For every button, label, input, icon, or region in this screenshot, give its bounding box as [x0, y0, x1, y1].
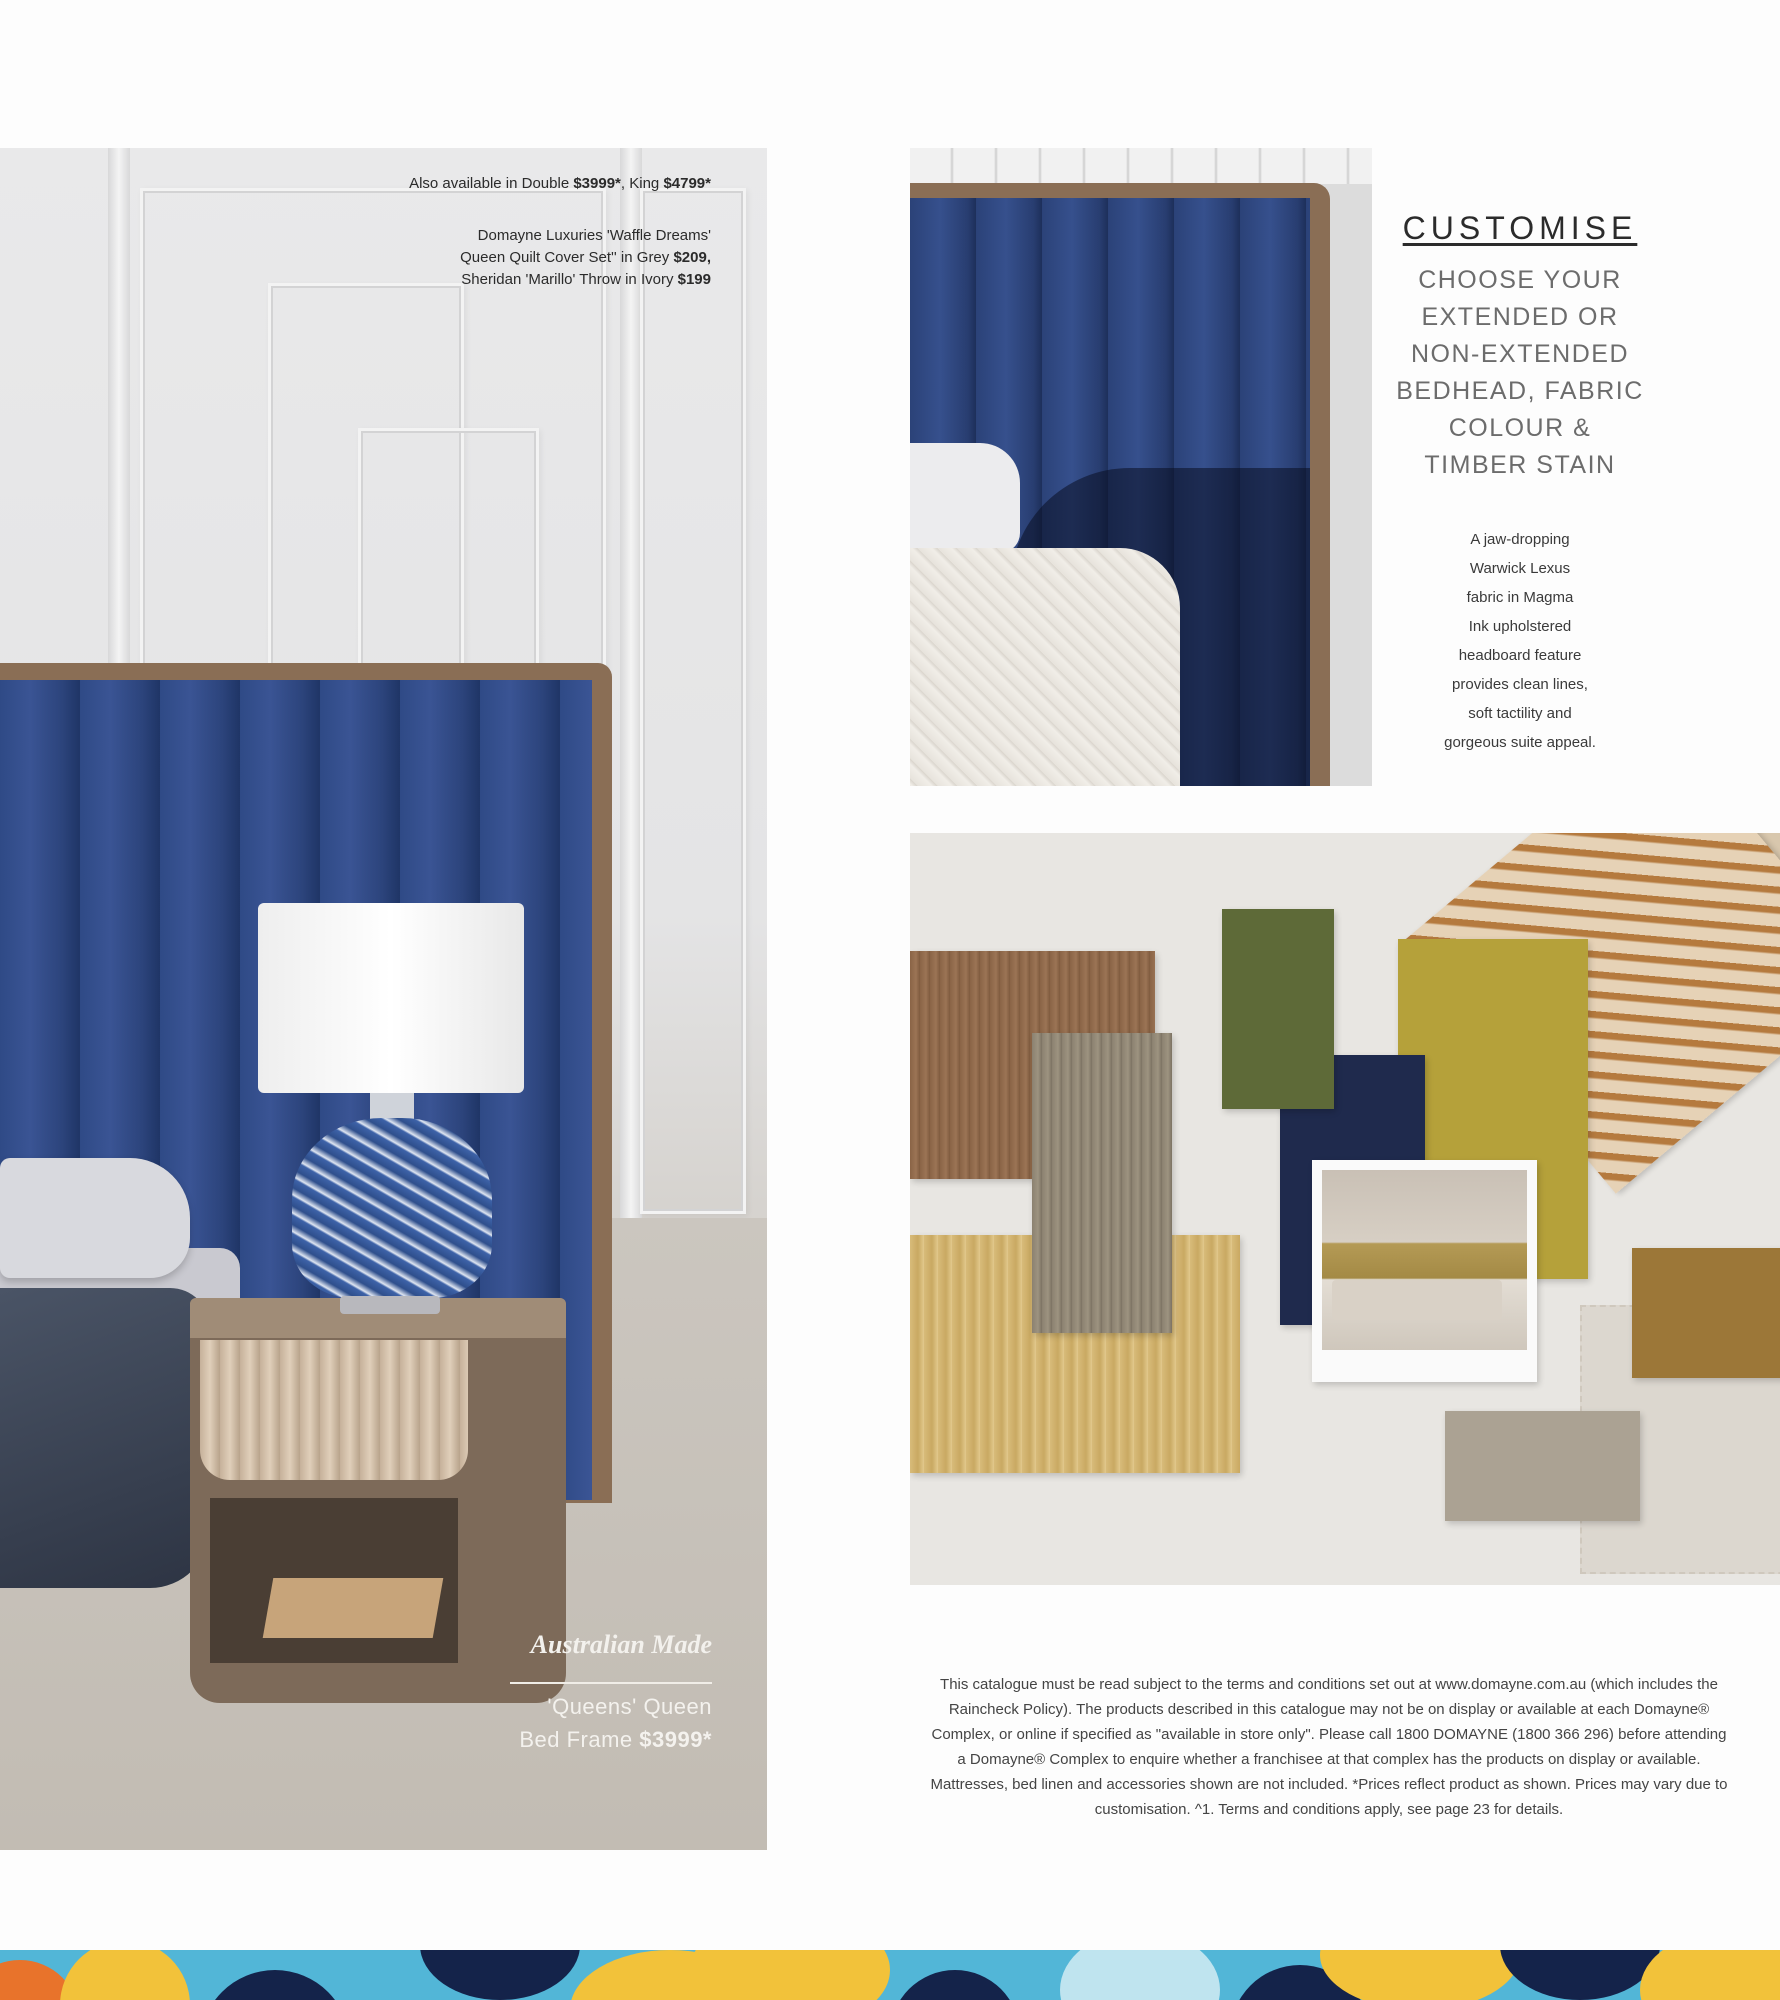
pattern-shape	[690, 1950, 890, 2000]
description-line: gorgeous suite appeal.	[1444, 734, 1596, 751]
subheading-line: EXTENDED OR	[1421, 303, 1619, 331]
pattern-shape	[1640, 1950, 1780, 2000]
description-line: provides clean lines,	[1452, 676, 1588, 693]
accessory-text: Sheridan 'Marillo' Throw in Ivory	[461, 271, 678, 288]
pillow	[0, 1158, 190, 1278]
description-line: fabric in Magma	[1466, 589, 1574, 606]
pattern-shape	[1500, 1950, 1660, 2000]
pattern-shape	[1320, 1950, 1520, 2000]
description-line: A jaw-dropping	[1470, 531, 1570, 548]
accessory-line	[460, 247, 711, 269]
wall-pilaster	[620, 148, 642, 1298]
subheading-line: BEDHEAD, FABRIC	[1396, 377, 1644, 405]
pattern-shape	[1060, 1950, 1220, 2000]
king-price: $4799*	[663, 175, 711, 192]
open-book	[263, 1578, 444, 1638]
fluted-drawer	[200, 1340, 468, 1480]
subheading-line: NON-EXTENDED	[1410, 340, 1629, 368]
quilt-price: $209,	[673, 249, 711, 266]
accessory-line	[460, 269, 711, 291]
product-price-line	[470, 1723, 712, 1756]
pillow	[910, 443, 1020, 553]
description-line: Warwick Lexus	[1469, 560, 1571, 577]
product-type: Bed Frame	[519, 1727, 640, 1752]
hero-bedroom-photo	[0, 148, 767, 1850]
fabric-timber-swatches-photo	[910, 833, 1780, 1585]
pattern-shape	[60, 1950, 190, 2000]
description-line: Ink upholstered	[1468, 618, 1572, 635]
availability-text: Also available in Double	[409, 175, 574, 192]
customise-description	[1410, 525, 1630, 757]
accessory-line: Domayne Luxuries 'Waffle Dreams'	[477, 227, 711, 244]
subheading-line: COLOUR &	[1448, 414, 1592, 442]
bedroom-polaroid	[1312, 1160, 1537, 1382]
subheading-line: TIMBER STAIN	[1424, 451, 1616, 479]
throw-blanket	[0, 1288, 210, 1588]
description-line: soft tactility and	[1468, 705, 1572, 722]
australian-made-label: Australian Made	[530, 1630, 712, 1659]
product-caption	[470, 1690, 712, 1756]
lamp-shade	[258, 903, 524, 1093]
divider	[510, 1682, 712, 1684]
stone-fabric-swatch	[1445, 1411, 1640, 1521]
pattern-shape	[200, 1970, 350, 2000]
polaroid-image	[1322, 1170, 1527, 1350]
wall-panelling	[910, 148, 1372, 184]
customise-subheading	[1380, 262, 1660, 484]
lamp-foot	[340, 1296, 440, 1314]
olive-fabric-swatch	[1222, 909, 1334, 1109]
pattern-shape	[890, 1970, 1020, 2000]
knit-quilt	[910, 548, 1180, 786]
grey-timber-sample	[1032, 1033, 1172, 1333]
tan-fabric-swatch	[1632, 1248, 1780, 1378]
availability-text: , King	[620, 175, 664, 192]
wall-moulding	[640, 188, 746, 1214]
description-line: headboard feature	[1458, 647, 1582, 664]
terms-disclaimer: This catalogue must be read subject to the terms and conditions set out at www.domayne.com.au (which includes the Raincheck Policy). The products described in this catalogue may not be on display or available at each Domayne® Complex, or online if specified as "available in store only". Please call 1800 DOMAYNE (1800 366 296) before attending a Domayne® Complex to enquire whether a franchisee at that complex has the products on display or available. Mattresses, bed linen and accessories shown are not included. *Prices reflect product as shown. Prices may vary due to customisation. ^1. Terms and conditions apply, see page 23 for details.	[930, 1676, 1728, 1818]
product-price: $3999*	[639, 1727, 712, 1752]
customise-heading: CUSTOMISE	[1402, 210, 1638, 246]
product-name: 'Queens' Queen	[547, 1694, 712, 1719]
availability-caption	[409, 173, 711, 195]
pattern-shape	[420, 1950, 580, 2000]
throw-price: $199	[677, 271, 711, 288]
decorative-pattern-band	[0, 1950, 1780, 2000]
double-price: $3999*	[573, 175, 621, 192]
polaroid-bed	[1332, 1280, 1502, 1320]
accessory-text: Queen Quilt Cover Set'' in Grey	[460, 249, 674, 266]
ceramic-lamp-base	[292, 1118, 492, 1298]
subheading-line: CHOOSE YOUR	[1418, 266, 1622, 294]
headboard-detail-photo	[910, 148, 1372, 786]
accessories-caption	[460, 225, 711, 291]
